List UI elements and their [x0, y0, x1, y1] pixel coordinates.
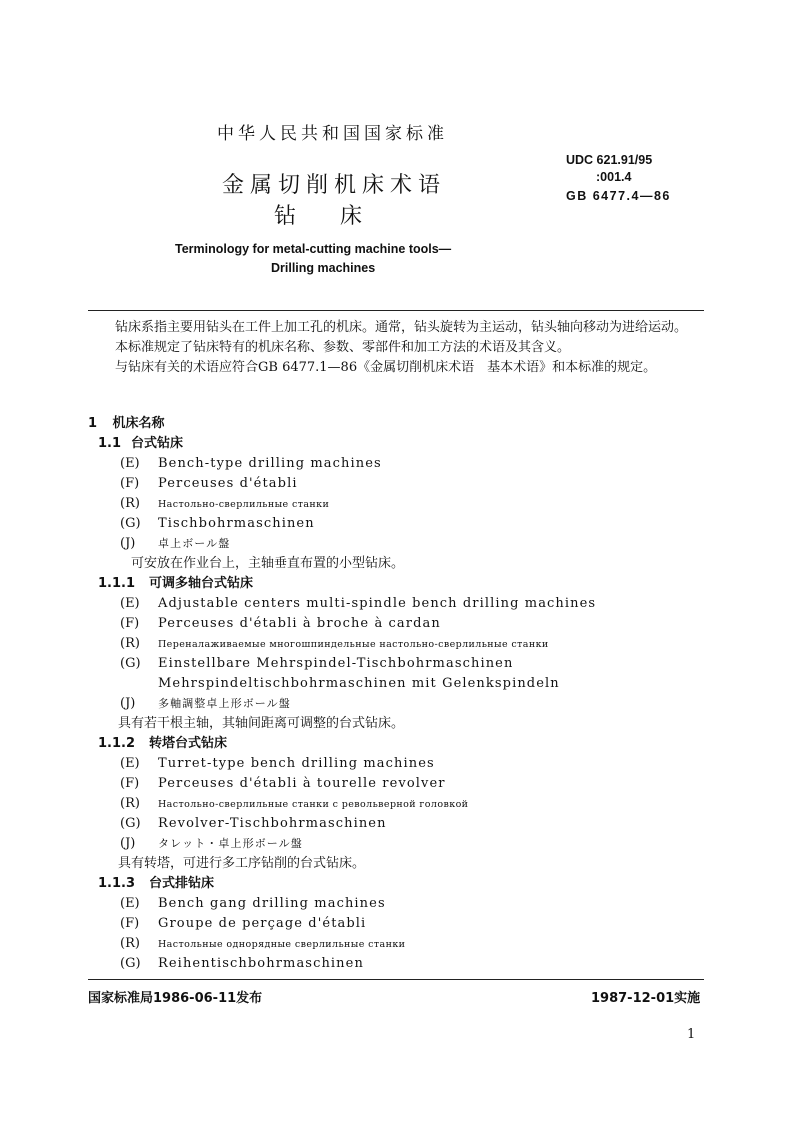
document-subtitle: 钻床 — [274, 204, 407, 229]
subsection-heading — [88, 734, 704, 754]
subsection-title: 台式排钻床 — [149, 876, 215, 891]
lang-label: (F) — [120, 616, 140, 631]
term-definition: 具有若干根主轴，其轴间距离可调整的台式钻床。 — [118, 716, 405, 731]
lang-label: (F) — [120, 476, 140, 491]
term-text: Groupe de perçage d'établi — [158, 916, 367, 931]
term-text: Настольно-сверлильные станки — [158, 499, 330, 510]
term-japanese — [88, 534, 704, 554]
term-french — [88, 474, 704, 494]
terms-body — [88, 414, 704, 974]
header-divider — [88, 310, 704, 311]
term-text: Настольные однорядные сверлильные станки — [158, 939, 406, 950]
term-text: Revolver-Tischbohrmaschinen — [158, 816, 387, 831]
lang-label: (E) — [120, 596, 140, 611]
term-text: 卓上ボール盤 — [158, 537, 231, 550]
term-german — [88, 954, 704, 974]
udc-code — [566, 152, 652, 186]
term-text: Adjustable centers multi-spindle bench drilling machines — [158, 596, 597, 611]
term-text: Переналаживаемые многошпиндельные настольно-сверлильные станки — [158, 639, 549, 650]
lang-label: (G) — [120, 956, 141, 971]
term-russian — [88, 794, 704, 814]
term-english — [88, 594, 704, 614]
effective-date: 1987-12-01实施 — [591, 991, 701, 1006]
term-text: Turret-type bench drilling machines — [158, 756, 435, 771]
footer-divider — [88, 979, 704, 980]
term-text: Perceuses d'établi à broche à cardan — [158, 616, 441, 631]
introduction — [88, 318, 704, 378]
term-text: 多軸調整卓上形ボール盤 — [158, 697, 291, 710]
english-title — [175, 240, 451, 278]
english-title-line-2: Drilling machines — [271, 261, 376, 275]
term-definition: 可安放在作业台上，主轴垂直布置的小型钻床。 — [131, 556, 405, 571]
subsection-title: 转塔台式钻床 — [149, 736, 228, 751]
term-german-alternate: Mehrspindeltischbohrmaschinen mit Gelenkspindeln — [158, 676, 560, 691]
term-text: タレット・卓上形ボール盤 — [158, 837, 303, 850]
issue-date: 国家标准局1986-06-11发布 — [88, 991, 263, 1006]
term-german — [88, 514, 704, 534]
term-text: Perceuses d'établi — [158, 476, 298, 491]
term-english — [88, 454, 704, 474]
lang-label: (G) — [120, 816, 141, 831]
lang-label: (J) — [120, 536, 136, 551]
english-title-line-1: Terminology for metal-cutting machine tools— — [175, 242, 452, 256]
intro-paragraph: 本标准规定了钻床特有的机床名称、参数、零部件和加工方法的术语及其含义。 — [115, 340, 571, 355]
subsection-title: 台式钻床 — [131, 436, 184, 451]
lang-label: (F) — [120, 916, 140, 931]
term-german — [88, 814, 704, 834]
term-french — [88, 914, 704, 934]
term-russian — [88, 934, 704, 954]
intro-paragraph: 钻床系指主要用钻头在工件上加工孔的机床。通常，钻头旋转为主运动，钻头轴向移动为进给运动。 — [115, 320, 688, 335]
term-japanese — [88, 694, 704, 714]
gb-number: GB 6477.4—86 — [566, 189, 671, 203]
section-heading — [88, 414, 704, 434]
term-english — [88, 754, 704, 774]
term-text: Bench-type drilling machines — [158, 456, 382, 471]
term-text: Tischbohrmaschinen — [158, 516, 315, 531]
subsection-title: 可调多轴台式钻床 — [149, 576, 254, 591]
term-definition: 具有转塔，可进行多工序钻削的台式钻床。 — [118, 856, 366, 871]
page-number: 1 — [687, 1027, 696, 1042]
subsection-number: 1.1.1 — [98, 576, 136, 591]
section-title: 机床名称 — [112, 416, 165, 431]
national-standard-heading: 中华人民共和国国家标准 — [217, 124, 448, 144]
subsection-heading — [88, 574, 704, 594]
intro-paragraph: 与钻床有关的术语应符合GB 6477.1—86《金属切削机床术语 基本术语》和本标准的规定。 — [115, 360, 657, 375]
document-title: 金属切削机床术语 — [222, 173, 447, 198]
term-text: Einstellbare Mehrspindel-Tischbohrmaschinen — [158, 656, 514, 671]
lang-label: (G) — [120, 656, 141, 671]
lang-label: (F) — [120, 776, 140, 791]
term-french — [88, 614, 704, 634]
term-french — [88, 774, 704, 794]
udc-line-2: :001.4 — [596, 170, 632, 184]
term-japanese — [88, 834, 704, 854]
term-english — [88, 894, 704, 914]
lang-label: (J) — [120, 696, 136, 711]
term-text: Perceuses d'établi à tourelle revolver — [158, 776, 446, 791]
lang-label: (G) — [120, 516, 141, 531]
lang-label: (R) — [120, 936, 140, 951]
udc-line-1: UDC 621.91/95 — [566, 153, 653, 167]
section-number: 1 — [88, 416, 98, 431]
term-german — [88, 654, 704, 674]
lang-label: (J) — [120, 836, 136, 851]
term-russian — [88, 634, 704, 654]
lang-label: (R) — [120, 636, 140, 651]
term-text: Reihentischbohrmaschinen — [158, 956, 364, 971]
term-text: Настольно-сверлильные станки с револьверной головкой — [158, 799, 469, 810]
subsection-number: 1.1.2 — [98, 736, 136, 751]
subsection-number: 1.1.3 — [98, 876, 136, 891]
term-russian — [88, 494, 704, 514]
lang-label: (E) — [120, 456, 140, 471]
lang-label: (E) — [120, 896, 140, 911]
subsection-heading — [88, 874, 704, 894]
lang-label: (R) — [120, 496, 140, 511]
lang-label: (R) — [120, 796, 140, 811]
term-text: Bench gang drilling machines — [158, 896, 386, 911]
subsection-heading — [88, 434, 704, 454]
lang-label: (E) — [120, 756, 140, 771]
subsection-number: 1.1 — [98, 436, 122, 451]
